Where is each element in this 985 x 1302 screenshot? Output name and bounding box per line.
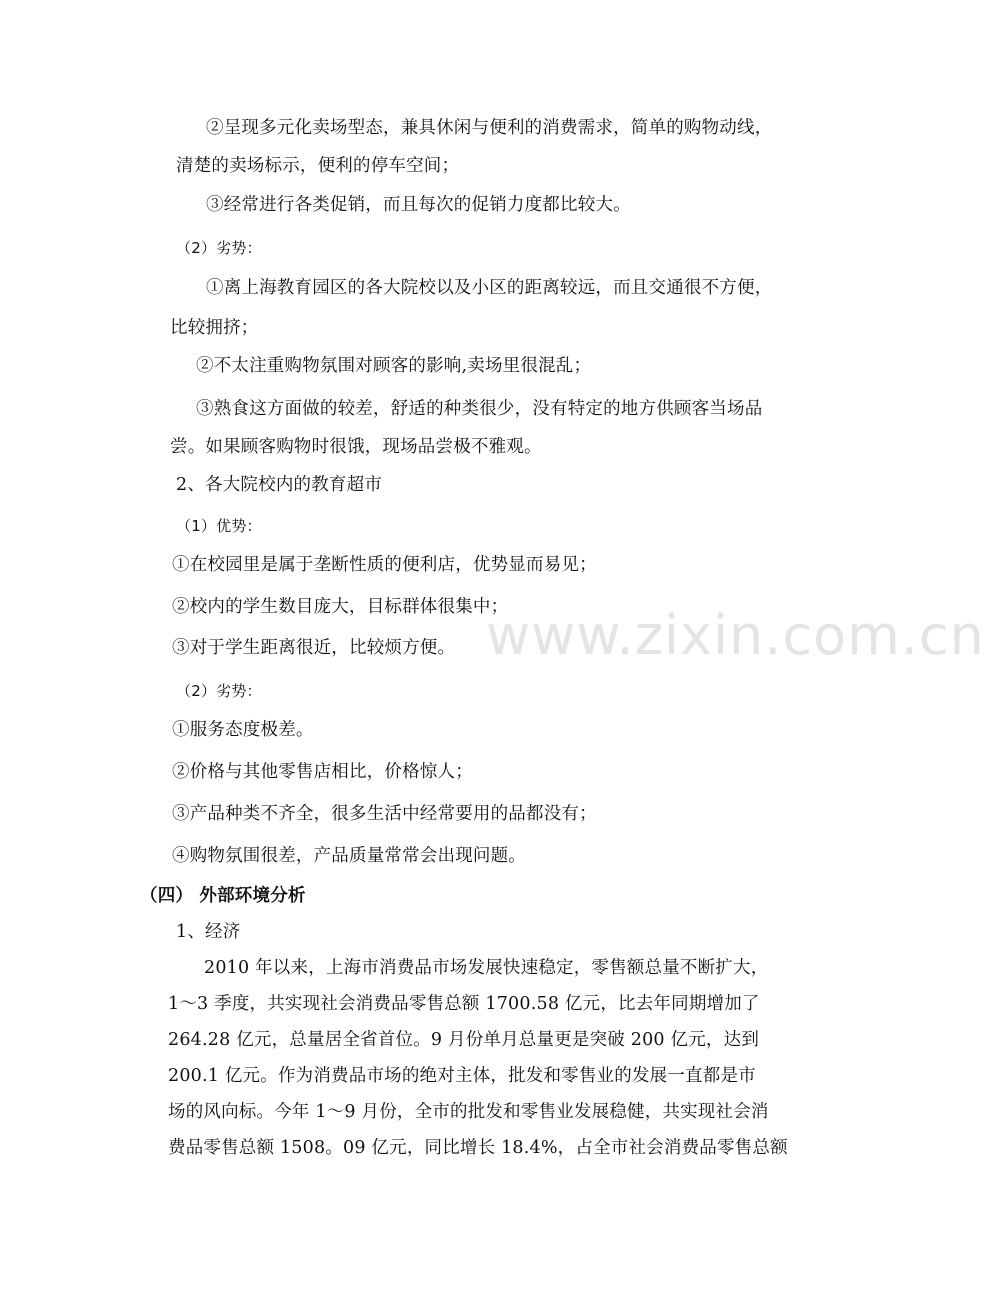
text-line: ④购物氛围很差，产品质量常常会出现问题。	[172, 846, 526, 866]
text-line: 2010 年以来，上海市消费品市场发展快速稳定，零售额总量不断扩大，	[204, 958, 769, 978]
text-line: ①服务态度极差。	[172, 720, 314, 740]
text-line: ③对于学生距离很近，比较烦方便。	[172, 638, 456, 658]
section-heading: （2）劣势：	[176, 682, 262, 700]
chapter-heading: （四） 外部环境分析	[140, 886, 306, 906]
text-line: ②价格与其他零售店相比，价格惊人；	[172, 762, 473, 782]
text-line: 264.28 亿元，总量居全省首位。9 月份单月总量更是突破 200 亿元，达到	[168, 1030, 760, 1050]
watermark: www.zixin.com.cn	[486, 604, 985, 667]
text-line: ②不太注重购物氛围对顾客的影响,卖场里很混乱；	[196, 356, 592, 376]
text-line: 200.1 亿元。作为消费品市场的绝对主体，批发和零售业的发展一直都是市	[168, 1066, 756, 1086]
section-heading: （1）优势：	[176, 517, 262, 535]
text-line: ②呈现多元化卖场型态，兼具休闲与便利的消费需求，简单的购物动线，	[206, 118, 773, 138]
text-line: 费品零售总额 1508。09 亿元，同比增长 18.4%，占全市社会消费品零售总额	[168, 1138, 788, 1158]
section-heading: （2）劣势：	[176, 239, 262, 257]
text-line: ①在校园里是属于垄断性质的便利店，优势显而易见；	[172, 555, 597, 575]
text-line: 清楚的卖场标示，便利的停车空间；	[176, 156, 460, 176]
text-line: 1～3 季度，共实现社会消费品零售总额 1700.58 亿元，比去年同期增加了	[168, 994, 760, 1014]
section-heading: 1、经济	[176, 922, 241, 942]
text-line: ③产品种类不齐全，很多生活中经常要用的品都没有；	[172, 804, 597, 824]
section-heading: 2、各大院校内的教育超市	[176, 475, 383, 495]
text-line: 比较拥挤；	[170, 318, 259, 338]
text-line: 场的风向标。今年 1～9 月份，全市的批发和零售业发展稳健，共实现社会消	[168, 1102, 769, 1122]
text-line: ③熟食这方面做的较差，舒适的种类很少，没有特定的地方供顾客当场品	[196, 399, 763, 419]
text-line: 尝。如果顾客购物时很饿，现场品尝极不雅观。	[170, 437, 542, 457]
text-line: ②校内的学生数目庞大，目标群体很集中；	[172, 597, 509, 617]
text-line: ①离上海教育园区的各大院校以及小区的距离较远，而且交通很不方便，	[206, 278, 773, 298]
text-line: ③经常进行各类促销，而且每次的促销力度都比较大。	[206, 195, 631, 215]
